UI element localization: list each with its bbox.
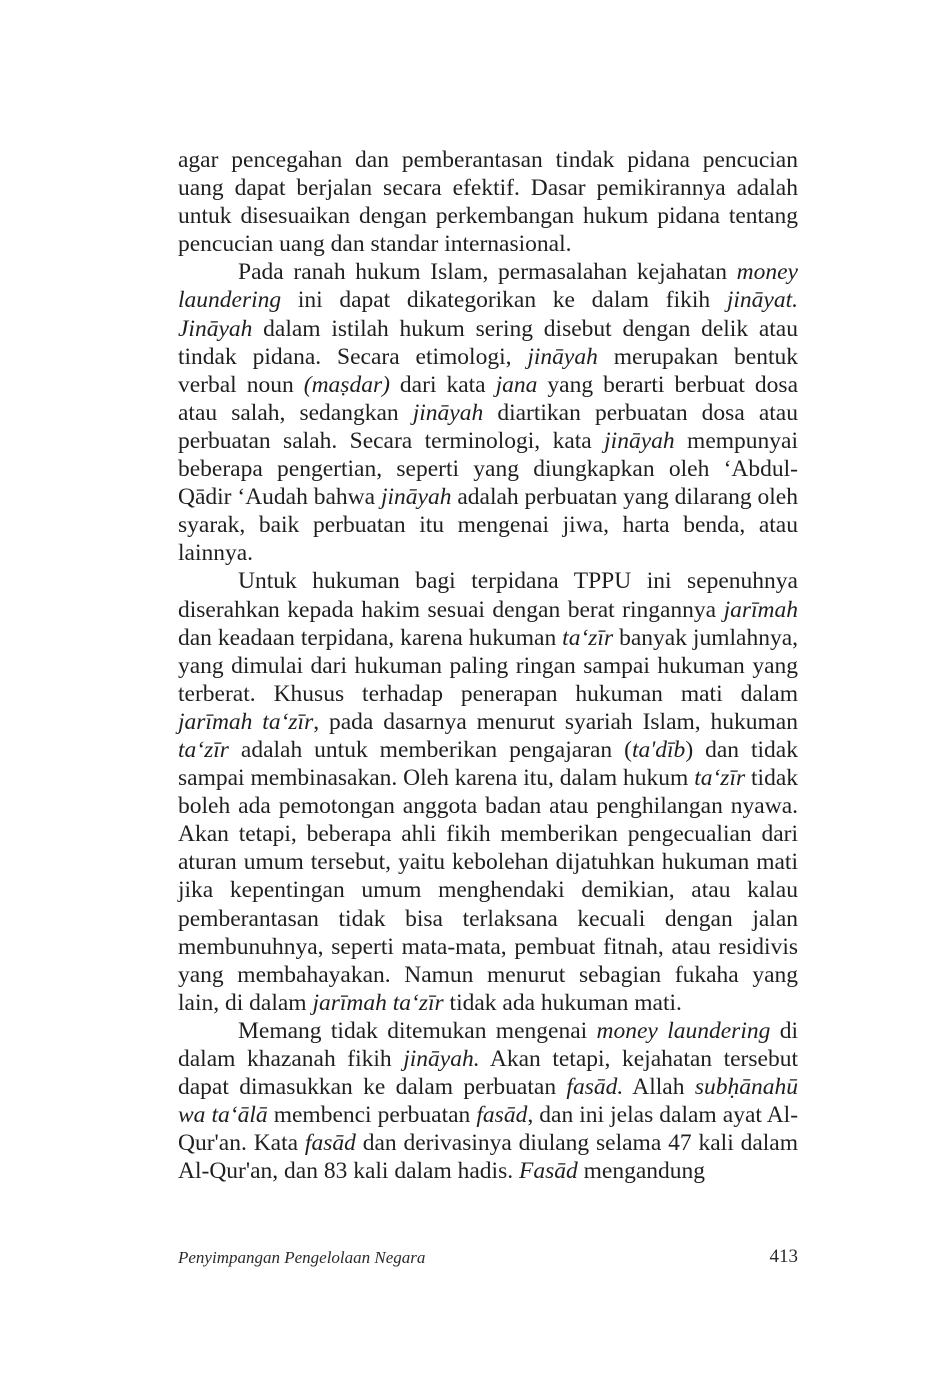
text-run: merupakan bentuk verbal noun — [178, 343, 799, 398]
italic-term: fasād — [476, 1102, 528, 1129]
italic-term: jināyah — [412, 399, 484, 426]
text-run: Memang tidak ditemukan mengenai — [238, 1017, 597, 1044]
italic-term: (maṣdar) — [303, 371, 390, 398]
text-run: Allah — [623, 1074, 695, 1101]
text-run: tidak ada hukuman mati. — [443, 989, 682, 1016]
text-run: Akan tetapi, kejahatan tersebut dapat dimasukkan ke dalam perbuatan — [178, 1046, 798, 1101]
text-run: Pada ranah hukum Islam, permasalahan kejahatan — [238, 259, 737, 286]
text-run: adalah perbuatan yang dilarang oleh syarak, baik perbuatan itu mengenai jiwa, harta benda, atau lainnya. — [178, 484, 798, 567]
italic-term: Jināyah — [178, 315, 253, 342]
italic-term: fasād. — [566, 1074, 624, 1101]
italic-term: ta‘zīr — [694, 765, 746, 792]
text-run: ini dapat dikategorikan ke dalam fikih — [281, 287, 727, 314]
italic-term: jarīmah — [723, 596, 798, 623]
italic-term: money laundering — [596, 1017, 771, 1044]
text-run: dan derivasinya diulang selama 47 kali dalam Al-Qur'an, dan 83 kali dalam hadis. — [178, 1130, 798, 1185]
text-run: tidak boleh ada pemotongan anggota badan atau penghilangan nyawa. Akan tetapi, beberapa ahli fikih memberikan pengecualian dari aturan umum tersebut, yaitu kebolehan dijatuhkan hukuman mati jika kepentingan umum menghendaki demikian, atau kalau pemberantasan tidak bisa terlaksana kecuali dengan jalan membunuhnya, seperti mata-mata, pembuat fitnah, atau residivis yang membahayakan. Namun menurut sebagian fukaha yang lain, di dalam — [178, 765, 799, 1016]
italic-term: money laundering — [178, 259, 798, 314]
italic-term: Fasād — [518, 1158, 578, 1185]
text-run: , dan ini jelas dalam ayat Al-Qur'an. Kata — [178, 1102, 799, 1157]
text-run: mempunyai beberapa pengertian, seperti yang diungkapkan oleh ‘Abdul-Qādir ‘Audah bahwa — [178, 427, 798, 511]
text-run: di dalam khazanah fikih — [178, 1017, 799, 1072]
italic-term: fasād — [304, 1130, 356, 1157]
text-run: dalam istilah hukum sering disebut dengan delik atau tindak pidana. Secara etimologi, — [178, 315, 798, 370]
paragraph — [178, 258, 798, 567]
paragraph — [178, 1017, 798, 1186]
text-run: yang berarti berbuat dosa atau salah, sedangkan — [178, 371, 799, 426]
text-run: , pada dasarnya menurut syariah Islam, hukuman — [313, 708, 798, 735]
italic-term: jināyah — [380, 484, 452, 511]
italic-term: jināyah — [527, 343, 598, 370]
text-run: banyak jumlahnya, yang dimulai dari hukuman paling ringan sampai hukuman yang terberat. Khusus terhadap penerapan hukuman mati dalam — [178, 624, 798, 707]
paragraph — [178, 146, 798, 258]
text-run: ) dan tidak sampai membinasakan. Oleh karena itu, dalam hukum — [178, 736, 798, 792]
italic-term: jināyah. — [403, 1046, 480, 1072]
text-run: adalah untuk memberikan pengajaran ( — [228, 736, 632, 763]
italic-term: ta'dīb — [631, 736, 686, 763]
italic-term: jana — [495, 371, 538, 398]
text-run: Untuk hukuman bagi terpidana TPPU ini sepenuhnya diserahkan kepada hakim sesuai dengan berat ringannya — [178, 568, 798, 623]
italic-term: jarīmah ta‘zīr — [178, 708, 314, 735]
text-run: membenci perbuatan — [267, 1102, 477, 1129]
italic-term: ta‘zīr — [562, 624, 614, 651]
italic-term: subḥānahū wa ta‘ālā — [178, 1074, 798, 1129]
paragraph — [178, 567, 798, 1017]
text-run: diartikan perbuatan dosa atau perbuatan salah. Secara terminologi, kata — [178, 399, 798, 454]
page-number: 413 — [769, 1246, 798, 1267]
text-run: dan keadaan terpidana, karena hukuman — [178, 624, 563, 651]
italic-term: jarīmah ta‘zīr — [312, 989, 444, 1016]
italic-term: jināyah — [604, 427, 675, 454]
running-footer-title: Penyimpangan Pengelolaan Negara — [178, 1248, 426, 1267]
italic-term: ta‘zīr — [178, 736, 229, 763]
italic-term: jināyat. — [726, 287, 798, 314]
text-run: dari kata — [389, 371, 496, 398]
body-text — [178, 146, 798, 1185]
text-run: agar pencegahan dan pemberantasan tindak pidana pencucian uang dapat berjalan secara efektif. Dasar pemikirannya adalah untuk disesuaikan dengan perkembangan hukum pidana tentang pencucian uang dan standar internasional. — [178, 147, 798, 258]
text-run: mengandung — [577, 1158, 705, 1185]
